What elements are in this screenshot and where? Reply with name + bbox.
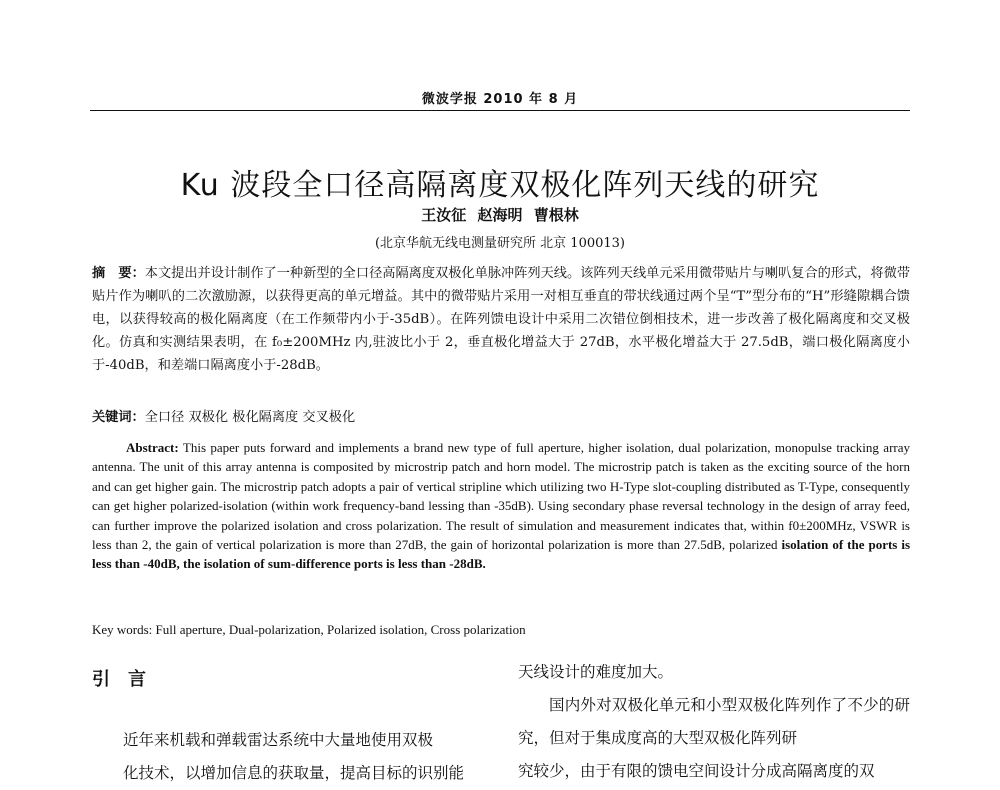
abstract-chinese-text: 本文提出并设计制作了一种新型的全口径高隔离度双极化单脉冲阵列天线。该阵列天线单元采用微带贴片与喇叭复合的形式，将微带贴片作为喇叭的二次激励源，以获得更高的单元增益。其中的微带贴片采用一对相互垂直的带状线通过两个呈“T”型分布的“H”形缝隙耦合馈电，以获得较高的极化隔离度（在工作频带内小于-35dB）。在阵列馈电设计中采用二次错位倒相技术，进一步改善了极化隔离度和交叉极化。仿真和实测结果表明，在 f₀±200MHz 内,驻波比小于 2，垂直极化增益大于 27dB，水平极化增益大于 27.5dB，端口极化隔离度小于-40dB，和差端口隔离度小于-28dB。 bbox=[92, 266, 911, 373]
keywords-chinese-text: 全口径 双极化 极化隔离度 交叉极化 bbox=[144, 410, 356, 425]
keywords-english: Key words: Full aperture, Dual-polarization, Polarized isolation, Cross polarization bbox=[92, 622, 526, 637]
section-heading-introduction: 引言 bbox=[92, 669, 164, 690]
intro-left-cut-line: 化技术，以增加信息的获取量，提高目标的识别能 bbox=[123, 764, 465, 782]
abstract-english-last-line: isolation of the ports is less than -40dB, the isolation of sum-difference ports is less than -28dB. bbox=[92, 537, 910, 572]
keywords-chinese bbox=[92, 406, 910, 425]
paper-affiliation: (北京华航无线电测量研究所 北京 100013) bbox=[374, 236, 626, 251]
intro-left-paragraph: 近年来机载和弹载雷达系统中大量地使用双极 bbox=[123, 731, 434, 749]
abstract-chinese-label: 摘 要： bbox=[92, 266, 145, 281]
intro-right-column bbox=[518, 656, 910, 780]
header-rule bbox=[90, 110, 910, 111]
paper-authors: 王汝征 赵海明 曹根林 bbox=[421, 206, 579, 224]
paper-title: Ku 波段全口径高隔离度双极化阵列天线的研究 bbox=[180, 168, 820, 203]
intro-right-line: 天线设计的难度加大。 bbox=[518, 663, 674, 681]
abstract-english-label: Abstract: bbox=[126, 440, 179, 455]
abstract-chinese bbox=[92, 262, 910, 377]
intro-right-cut-line: 究较少，由于有限的馈电空间设计分成高隔离度的双 bbox=[518, 762, 875, 780]
abstract-english bbox=[92, 438, 910, 574]
abstract-english-text: This paper puts forward and implements a brand new type of full aperture, higher isolation, dual polarization, monopulse tracking array antenna. The unit of this array antenna is composited by microstrip patch and horn model. The microstrip patch is taken as the exciting source of the horn and can get higher gain. The microstrip patch adopts a pair of vertical stripline which utilizing two H-Type slot-coupling distributed as T-Type, consequently can get higher polarized-isolation (within work frequency-band lessing than -35dB). Using secondary phase reversal technology in the design of array feed, can further improve the polarized isolation and cross polarization. The result of simulation and measurement indicates that, within f0±200MHz, VSWR is less than 2, the gain of vertical polarization is more than 27dB, the gain of horizontal polarization is more than 27.5dB, polarized bbox=[92, 440, 911, 553]
intro-right-paragraph: 国内外对双极化单元和小型双极化阵列作了不少的研究，但对于集成度高的大型双极化阵列研 bbox=[518, 696, 910, 747]
keywords-chinese-label: 关键词： bbox=[92, 410, 145, 425]
running-header: 微波学报 2010 年 8 月 bbox=[421, 92, 579, 107]
intro-left-column bbox=[92, 724, 502, 782]
